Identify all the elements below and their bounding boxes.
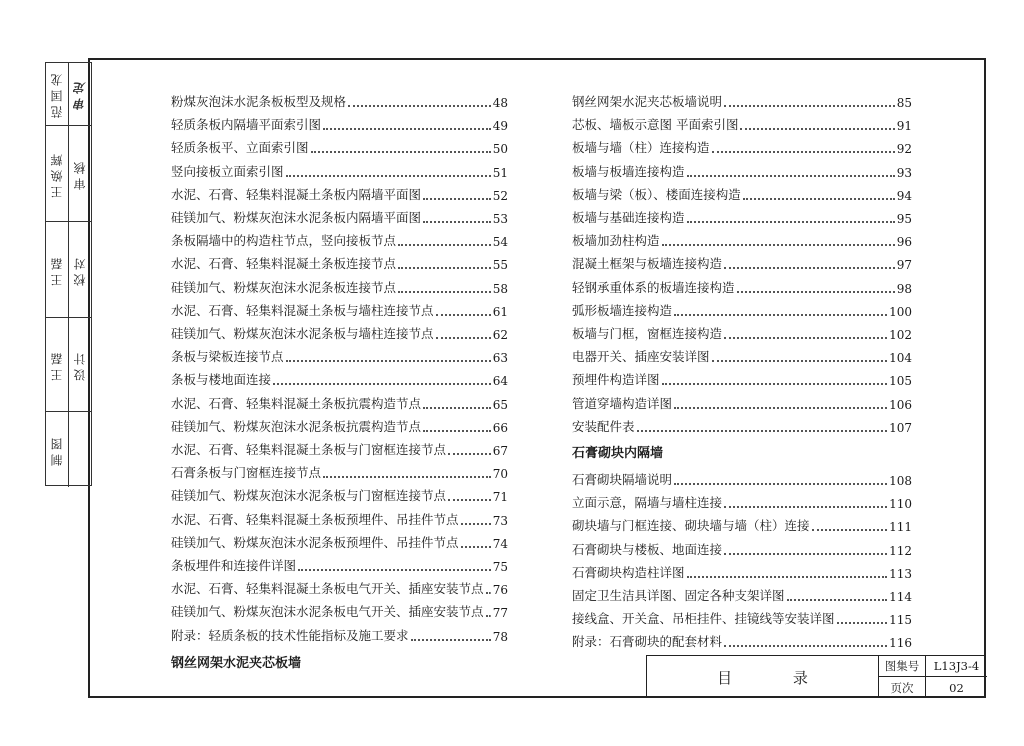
toc-entry-title: 硅镁加气、粉煤灰泡沫水泥条板预埋件、吊挂件节点 (171, 534, 459, 550)
toc-entry-page: 98 (896, 281, 912, 296)
toc-entry-page: 92 (896, 142, 912, 157)
toc-leader-dots (486, 592, 491, 594)
toc-entry-title: 板墙与门框，窗框连接构造 (572, 326, 723, 341)
toc-entry-title: 钢丝网架水泥夹芯板墙说明 (572, 94, 723, 109)
toc-leader-dots (724, 553, 887, 555)
toc-entry (572, 628, 912, 650)
toc-leader-dots (461, 523, 491, 525)
toc-leader-dots (687, 576, 888, 578)
toc-leader-dots (348, 105, 491, 107)
toc-entry-page: 110 (889, 497, 912, 512)
toc-entry (572, 390, 912, 412)
toc-leader-dots (298, 569, 491, 571)
toc-entry-page: 63 (492, 351, 508, 366)
atlas-no-label: 图集号 (879, 656, 926, 677)
toc-entry (572, 204, 912, 226)
toc-entry (171, 598, 508, 620)
toc-entry-title: 水泥、石膏、轻集料混凝土条板连接节点 (171, 256, 397, 272)
toc-entry-title: 安装配件表 (572, 418, 635, 434)
toc-leader-dots (687, 221, 895, 223)
toc-entry-page: 71 (492, 490, 508, 505)
toc-entry-title: 粉煤灰泡沫水泥条板板型及规格 (171, 94, 347, 109)
toc-entry-title: 附录：轻质条板的技术性能指标及施工要求 (171, 627, 409, 643)
toc-entry (572, 582, 912, 604)
toc-entry-title: 水泥、石膏、轻集料混凝土条板内隔墙平面图 (171, 186, 422, 202)
toc-leader-dots (286, 175, 491, 177)
toc-entry (171, 482, 508, 504)
toc-entry-title: 混凝土框架与板墙连接构造 (572, 256, 723, 272)
toc-entry-title: 水泥、石膏、轻集料混凝土条板预埋件、吊挂件节点 (171, 511, 459, 527)
toc-entry-page: 91 (896, 119, 912, 134)
toc-entry-page: 107 (889, 420, 912, 435)
toc-entry (171, 506, 508, 528)
toc-leader-dots (411, 639, 491, 641)
signature-strip (45, 62, 92, 486)
toc-entry (572, 366, 912, 388)
toc-leader-dots (273, 383, 491, 385)
toc-entry (171, 250, 508, 272)
toc-entry (572, 343, 912, 365)
sig-role-design: 设计 (73, 348, 88, 381)
sig-name-design: 王磊 (50, 348, 65, 381)
toc-entry (572, 111, 912, 133)
toc-entry-title: 板墙加劲柱构造 (572, 233, 660, 249)
toc-entry-page: 115 (889, 613, 912, 628)
sig-name-check: 王磊 (50, 253, 65, 286)
toc-entry-title: 接线盒、开关盒、吊柜挂件、挂镜线等安装详图 (572, 611, 835, 627)
toc-entry (171, 552, 508, 574)
toc-entry (572, 134, 912, 156)
toc-entry-title: 板墙与基础连接构造 (572, 210, 685, 225)
toc-entry-title: 石膏砌块与楼板、地面连接 (572, 541, 723, 557)
toc-entry (171, 390, 508, 412)
title-block (646, 655, 986, 698)
toc-entry-page: 53 (492, 212, 508, 226)
toc-leader-dots (311, 151, 491, 153)
toc-leader-dots (398, 291, 491, 293)
toc-entry (171, 88, 508, 110)
toc-leader-dots (812, 529, 888, 531)
toc-entry (572, 158, 912, 180)
toc-entry (171, 436, 508, 458)
toc-entry (572, 250, 912, 272)
toc-entry-page: 93 (896, 165, 912, 180)
page-no-value: 02 (949, 680, 964, 695)
sig-role-approve: 范国龙 (50, 70, 65, 118)
toc-entry (572, 466, 912, 488)
toc-entry (572, 512, 912, 534)
toc-entry-page: 77 (492, 606, 508, 621)
toc-leader-dots (724, 105, 895, 107)
toc-entry-page: 51 (492, 165, 508, 180)
toc-entry-page: 64 (492, 374, 508, 389)
toc-entry (171, 111, 508, 133)
toc-leader-dots (724, 506, 887, 508)
page-no-label: 页次 (879, 677, 926, 698)
sig-name-review: 王焕辉 (50, 149, 65, 198)
toc-entry (171, 297, 508, 319)
toc-entry-page: 95 (896, 212, 912, 226)
toc-entry (171, 529, 508, 551)
toc-entry-title: 竖向接板立面索引图 (171, 163, 284, 179)
toc-entry-title: 硅镁加气、粉煤灰泡沫水泥条板连接节点 (171, 279, 397, 295)
toc-leader-dots (674, 314, 887, 316)
toc-entry (171, 413, 508, 435)
toc-entry (171, 204, 508, 226)
toc-leader-dots (674, 407, 887, 409)
toc-leader-dots (461, 546, 491, 548)
toc-entry (171, 274, 508, 296)
toc-entry (572, 274, 912, 296)
toc-entry-page: 67 (492, 444, 508, 458)
toc-entry-page: 111 (889, 520, 912, 535)
toc-entry (171, 575, 508, 597)
sig-cell-approve (46, 63, 91, 125)
toc-entry (572, 536, 912, 558)
toc-leader-dots (448, 453, 491, 455)
toc-entry-page: 116 (889, 636, 912, 651)
toc-leader-dots (448, 499, 491, 501)
toc-entry-page: 66 (492, 420, 508, 435)
toc-entry-title: 水泥、石膏、轻集料混凝土条板抗震构造节点 (171, 395, 422, 411)
toc-leader-dots (398, 267, 491, 269)
toc-entry-title: 石膏砌块构造柱详图 (572, 564, 685, 580)
toc-entry-page: 48 (492, 96, 508, 110)
toc-entry-title: 硅镁加气、粉煤灰泡沫水泥条板电气开关、插座安装节点 (171, 604, 484, 620)
toc-entry-page: 75 (492, 560, 508, 574)
toc-entry-title: 条板埋件和连接件详图 (171, 558, 297, 573)
toc-entry-title: 硅镁加气、粉煤灰泡沫水泥条板与墙柱连接节点 (171, 326, 434, 341)
toc-entry-page: 70 (492, 467, 508, 482)
toc-entry-title: 预埋件构造详图 (572, 372, 660, 388)
toc-entry-page: 65 (492, 397, 508, 412)
toc-entry-title: 轻质条板平、立面索引图 (171, 140, 309, 156)
toc-entry (572, 297, 912, 319)
toc-entry (171, 227, 508, 249)
toc-leader-dots (423, 198, 491, 200)
toc-leader-dots (436, 337, 491, 339)
toc-entry-title: 板墙与梁（板）、楼面连接构造 (572, 186, 741, 202)
toc-entry-page: 52 (492, 188, 508, 203)
toc-entry-page: 97 (896, 258, 912, 273)
title-block-title: 目 录 (647, 656, 879, 698)
toc-entry (572, 605, 912, 627)
toc-entry-title: 板墙与墙（柱）连接构造 (572, 140, 710, 156)
toc-entry-title: 砌块墙与门框连接、砌块墙与墙（柱）连接 (572, 518, 810, 534)
toc-leader-dots (398, 244, 491, 246)
toc-leader-dots (724, 267, 895, 269)
toc-leader-dots (687, 175, 895, 177)
toc-entry-page: 94 (896, 188, 912, 203)
toc-leader-dots (323, 476, 491, 478)
sig-cell-check (46, 221, 91, 317)
toc-entry-page: 50 (492, 142, 508, 157)
toc-leader-dots (724, 645, 887, 647)
toc-leader-dots (423, 430, 491, 432)
toc-leader-dots (286, 360, 491, 362)
toc-entry-title: 硅镁加气、粉煤灰泡沫水泥条板抗震构造节点 (171, 418, 422, 434)
toc-entry-title: 水泥、石膏、轻集料混凝土条板电气开关、插座安装节点 (171, 581, 484, 597)
sig-role-check: 校对 (73, 253, 88, 286)
toc-leader-dots (787, 599, 888, 601)
toc-entry-page: 49 (492, 119, 508, 134)
toc-entry-page: 104 (889, 351, 912, 366)
toc-entry (572, 88, 912, 110)
toc-entry (572, 320, 912, 342)
toc-entry-title: 管道穿墙构造详图 (572, 395, 673, 411)
toc-entry-page: 54 (492, 235, 508, 250)
toc-leader-dots (662, 383, 888, 385)
toc-left-section-heading: 钢丝网架水泥夹芯板墙 (171, 656, 302, 671)
toc-right-section-heading: 石膏砌块内隔墙 (572, 446, 664, 461)
toc-leader-dots (712, 151, 895, 153)
toc-entry (171, 158, 508, 180)
toc-entry (572, 181, 912, 203)
toc-leader-dots (323, 128, 491, 130)
toc-leader-dots (423, 221, 491, 223)
toc-entry (171, 320, 508, 342)
toc-leader-dots (662, 244, 895, 246)
toc-leader-dots (737, 291, 895, 293)
toc-entry-page: 55 (492, 258, 508, 273)
toc-entry-title: 条板与梁板连接节点 (171, 349, 284, 365)
toc-entry-page: 78 (492, 629, 508, 644)
atlas-no-value: L13J3-4 (926, 656, 987, 677)
toc-entry-title: 弧形板墙连接构造 (572, 302, 673, 318)
toc-entry-page: 108 (889, 474, 912, 488)
toc-leader-dots (740, 128, 894, 130)
toc-entry (171, 343, 508, 365)
toc-entry-title: 条板与楼地面连接 (171, 372, 272, 388)
toc-entry-page: 114 (889, 590, 912, 604)
toc-leader-dots (436, 314, 491, 316)
toc-entry (572, 489, 912, 511)
sig-signature-approve: 审定 (73, 78, 88, 110)
toc-leader-dots (724, 337, 887, 339)
sig-role-review: 审核 (73, 157, 88, 190)
toc-entry-page: 112 (889, 543, 912, 558)
toc-entry-title: 水泥、石膏、轻集料混凝土条板与墙柱连接节点 (171, 302, 434, 318)
toc-entry-page: 85 (896, 96, 912, 110)
toc-entry (572, 413, 912, 435)
toc-entry-page: 105 (889, 374, 912, 389)
toc-entry-title: 石膏砌块隔墙说明 (572, 472, 673, 487)
toc-entry (572, 227, 912, 249)
toc-entry-title: 硅镁加气、粉煤灰泡沫水泥条板与门窗框连接节点 (171, 488, 447, 504)
toc-entry-page: 106 (889, 397, 912, 412)
toc-entry-page: 73 (492, 513, 508, 528)
sig-role-draw: 制图 (50, 433, 65, 466)
toc-entry-title: 立面示意，隔墙与墙柱连接 (572, 495, 723, 511)
toc-entry-title: 轻钢承重体系的板墙连接构造 (572, 279, 735, 295)
toc-entry-page: 58 (492, 281, 508, 296)
toc-entry-title: 条板隔墙中的构造柱节点，竖向接板节点 (171, 233, 397, 249)
toc-entry-title: 轻质条板内隔墙平面索引图 (171, 117, 322, 133)
toc-leader-dots (837, 622, 888, 624)
toc-entry-page: 62 (492, 328, 508, 342)
toc-entry-title: 硅镁加气、粉煤灰泡沫水泥条板内隔墙平面图 (171, 210, 422, 225)
sig-cell-draw (46, 411, 91, 487)
toc-entry (572, 559, 912, 581)
toc-entry-title: 电器开关、插座安装详图 (572, 349, 710, 365)
toc-entry-title: 芯板、墙板示意图 平面索引图 (572, 117, 739, 133)
sig-cell-design (46, 317, 91, 411)
toc-leader-dots (486, 615, 491, 617)
toc-entry-page: 76 (492, 583, 508, 598)
toc-entry-page: 113 (889, 566, 912, 581)
toc-leader-dots (674, 483, 887, 485)
toc-entry-title: 附录：石膏砌块的配套材料 (572, 634, 723, 650)
toc-leader-dots (712, 360, 888, 362)
toc-entry (171, 459, 508, 481)
toc-entry (171, 134, 508, 156)
toc-entry-title: 石膏条板与门窗框连接节点 (171, 465, 322, 481)
sig-cell-review (46, 125, 91, 221)
toc-entry-page: 96 (896, 235, 912, 250)
toc-entry-page: 74 (492, 536, 508, 551)
toc-entry-page: 61 (492, 304, 508, 319)
toc-leader-dots (743, 198, 895, 200)
toc-leader-dots (423, 407, 491, 409)
toc-entry-page: 100 (889, 304, 912, 319)
toc-entry (171, 622, 508, 644)
toc-entry (171, 181, 508, 203)
toc-entry (171, 366, 508, 388)
toc-entry-title: 板墙与板墙连接构造 (572, 163, 685, 179)
toc-leader-dots (637, 430, 888, 432)
toc-entry-title: 水泥、石膏、轻集料混凝土条板与门窗框连接节点 (171, 442, 447, 457)
toc-entry-title: 固定卫生洁具详图、固定各种支架详图 (572, 588, 785, 603)
toc-entry-page: 102 (889, 328, 912, 342)
